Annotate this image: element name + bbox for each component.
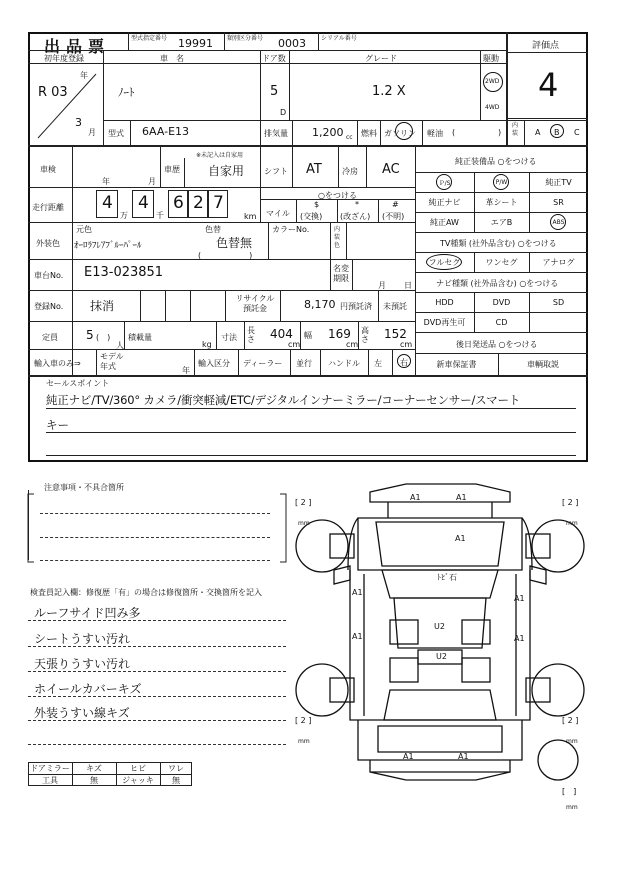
mileage-digit-4-value: 2 <box>193 193 204 213</box>
model-year-label: モデル年式 <box>100 352 124 371</box>
light-oil-label[interactable]: 軽油 <box>427 129 443 138</box>
history-label: 車歴 <box>164 165 180 174</box>
mileage-label: 走行距離 <box>32 203 64 212</box>
equip-pw[interactable]: P/W <box>495 178 508 186</box>
shaken-month-unit: 月 <box>148 177 156 186</box>
drive-2wd[interactable]: 2WD <box>485 78 500 85</box>
rating-label: 評価点 <box>532 41 560 51</box>
missing-header-scratch: キズ <box>86 763 102 773</box>
recycle-label: リサイクル預託金 <box>235 294 275 313</box>
exchanged-label[interactable]: (交換) <box>300 212 323 221</box>
missing-header-crack: ヒビ <box>130 763 146 773</box>
chassis-value: E13-023851 <box>84 265 164 280</box>
missing-header-mirror: ドアミラー <box>30 763 70 773</box>
name-change-month: 月 <box>378 281 386 290</box>
rating-value: 4 <box>538 66 559 104</box>
page-title: 出品票 <box>44 37 111 56</box>
tire-depth-front-right-unit: mm <box>566 520 578 527</box>
equip-sr[interactable]: SR <box>553 197 564 207</box>
tire-depth-rear-left: [ 2 ] <box>295 716 312 725</box>
history-value: 自家用 <box>208 164 245 178</box>
handle-left[interactable]: 左 <box>374 359 382 368</box>
tire-depth-rear-right-unit: mm <box>566 738 578 745</box>
equip-abs[interactable]: ABS <box>552 218 565 226</box>
mileage-digit-5-value: 7 <box>213 193 224 213</box>
navi-cd[interactable]: CD <box>495 317 508 327</box>
equip-navi[interactable]: 純正ナビ <box>428 197 461 207</box>
missing-header-break: ワレ <box>168 763 184 773</box>
recycle-status[interactable]: 未預託 <box>383 302 407 311</box>
chassis-label: 車台No. <box>34 271 64 280</box>
missing-tools: 工具 <box>42 775 58 785</box>
doors-value: 5 <box>270 84 279 99</box>
name-change-day: 日 <box>404 281 412 290</box>
designation-label: 型式指定番号 <box>131 35 168 42</box>
import-type-label: 輸入区分 <box>198 359 230 368</box>
note-line-2: シートうすい汚れ <box>34 632 131 646</box>
tire-depth-front-right: [ 2 ] <box>562 498 579 507</box>
notes-label: 注意事項・不具合箇所 <box>44 483 124 492</box>
first-reg-era: R 03 <box>38 85 68 100</box>
door-suffix: D <box>280 108 287 117</box>
grade-value: 1.2 X <box>372 84 406 99</box>
interior-color-label: 内装色 <box>334 226 341 249</box>
missing-jack-value: 無 <box>172 775 180 785</box>
height-label: 高さ <box>361 326 369 344</box>
note-line-1: ルーフサイド凹み多 <box>34 606 141 620</box>
genuine-header: 純正装備品 ○をつける <box>455 157 537 166</box>
tv-oneseg[interactable]: ワンセグ <box>485 257 518 267</box>
repaint-label: 色替 <box>205 225 221 234</box>
mileage-digit-2-value: 4 <box>138 193 149 213</box>
tv-header: TV種類 (社外品含む) ○をつける <box>440 239 557 248</box>
month-unit: 月 <box>88 128 96 137</box>
navi-dvd-play[interactable]: DVD再生可 <box>423 317 466 327</box>
tampered-sub[interactable]: (改ざん) <box>340 212 371 221</box>
mileage-sen-unit: 千 <box>156 211 164 220</box>
load-label: 積載量 <box>128 333 152 342</box>
model-label: 型式 <box>108 129 124 138</box>
equip-leather[interactable]: 革シート <box>485 197 518 207</box>
damage-mark-right-rear-door: A1 <box>514 634 525 643</box>
displacement-label: 排気量 <box>264 129 288 138</box>
tv-fullseg[interactable]: フルセグ <box>428 257 461 267</box>
displacement-unit: cc <box>346 134 353 141</box>
tire-depth-front-left-value: 2 <box>300 498 306 507</box>
sales-point-line1: 純正ナビ/TV/360° カメラ/衝突軽減/ETC/デジタルインナーミラー/コーナーセンサー/スマート <box>46 393 521 407</box>
tire-depth-front-left-unit: mm <box>298 520 310 527</box>
missing-tools-value: 無 <box>90 775 98 785</box>
shaken-label: 車検 <box>40 165 56 174</box>
capacity-value: 5 <box>86 328 94 342</box>
capacity-paren: ( ) <box>96 333 111 342</box>
tire-depth-rear-left-unit: mm <box>298 738 310 745</box>
navi-header: ナビ種類 (社外品含む) ○をつける <box>436 279 559 288</box>
tire-depth-front-right-value: 2 <box>567 498 573 507</box>
interior-grade-c[interactable]: C <box>574 128 580 137</box>
note-line-3: 天張りうすい汚れ <box>34 657 131 671</box>
mileage-circle-note: ○をつける <box>318 191 357 200</box>
original-color-value: ｵｰﾛﾗﾌﾚｱﾌﾞﾙｰﾊﾟｰﾙ <box>74 241 142 251</box>
length-label: 長さ <box>247 326 255 344</box>
recycle-unit: 円預託済 <box>340 302 372 311</box>
registration-value: 抹消 <box>90 299 115 313</box>
equip-ps[interactable]: Ｐ/S <box>438 179 451 187</box>
grade-label: グレード <box>365 54 397 63</box>
designation-value: 19991 <box>178 37 213 50</box>
damage-mark-left-front-door: A1 <box>352 588 363 597</box>
later-header: 後日発送品 ○をつける <box>456 340 538 349</box>
model-year-unit: 年 <box>182 366 190 375</box>
ac-value: AC <box>382 162 400 177</box>
length-unit: cm <box>288 340 301 349</box>
fuel-type[interactable]: ガソリン <box>384 129 416 138</box>
interior-label: 内装 <box>512 122 519 137</box>
sales-point-line2: キー <box>46 418 69 432</box>
note-line-4: ホイールカバーキズ <box>34 682 142 696</box>
navi-dvd[interactable]: DVD <box>492 297 511 307</box>
mileage-digit-3-value: 6 <box>173 193 184 213</box>
ac-label: 冷房 <box>342 167 358 176</box>
person-unit: 人 <box>116 341 124 350</box>
car-diagram <box>290 470 590 810</box>
width-label: 幅 <box>304 331 312 340</box>
sales-point-label: セールスポイント <box>46 379 110 388</box>
missing-jack: ジャッキ <box>122 775 154 785</box>
inspector-note: 検査員記入欄：修復歴「有」の場合は修復箇所・交換箇所を記入 <box>30 588 262 597</box>
serial-label: シリアル番号 <box>321 35 357 42</box>
tv-analog[interactable]: アナログ <box>542 257 575 267</box>
damage-mark-front-bumper-right: A1 <box>456 493 467 502</box>
equip-airbag[interactable]: エアB <box>490 217 513 227</box>
shift-label: シフト <box>264 167 288 176</box>
first-reg-label: 初年度登録 <box>44 54 84 63</box>
mile-label[interactable]: マイル <box>266 209 290 218</box>
dollar-label: $ <box>314 200 320 209</box>
damage-mark-rear-bumper-left: A1 <box>403 752 414 761</box>
tire-depth-front-left: [ 2 ] <box>295 498 312 507</box>
damage-mark-right-front-door: A1 <box>514 594 525 603</box>
tampered-label: * <box>355 200 359 209</box>
equip-tv[interactable]: 純正TV <box>545 177 572 187</box>
later-manual[interactable]: 車輌取説 <box>527 359 559 369</box>
fuel-label: 燃料 <box>361 129 377 138</box>
width-unit: cm <box>346 340 359 349</box>
load-unit: kg <box>202 340 212 349</box>
displacement-value: 1,200 <box>312 126 344 139</box>
tire-depth-rear-right: [ 2 ] <box>562 716 579 725</box>
repaint-value: 色替無 <box>216 236 253 250</box>
notes-bracket <box>26 486 288 566</box>
mileage-digit-1-value: 4 <box>102 193 113 213</box>
year-unit: 年 <box>80 71 88 80</box>
registration-label: 登録No. <box>34 302 64 311</box>
damage-mark-windshield: ﾄﾋﾞ石 <box>437 573 457 582</box>
dims-label: 寸法 <box>221 333 237 342</box>
first-reg-month: 3 <box>75 116 82 129</box>
tire-depth-spare-unit: mm <box>566 804 578 811</box>
interior-grade-b[interactable]: B <box>554 128 560 137</box>
mileage-man-unit: 万 <box>120 211 128 220</box>
damage-mark-left-rear-door: A1 <box>352 632 363 641</box>
interior-grade-a[interactable]: A <box>535 128 541 137</box>
tire-depth-rear-right-value: 2 <box>567 716 573 725</box>
height-unit: cm <box>400 340 413 349</box>
history-note: ※未記入は自家用 <box>196 152 244 159</box>
damage-mark-front-bumper-left: A1 <box>410 493 421 502</box>
repaint-paren: ( ) <box>198 251 253 260</box>
drive-label: 駆動 <box>483 54 499 63</box>
unknown-sub[interactable]: (不明) <box>382 212 405 221</box>
car-name-value: ﾉｰﾄ <box>118 86 135 99</box>
damage-mark-rear-bumper-right: A1 <box>458 752 469 761</box>
handle-right[interactable]: 右 <box>400 358 408 367</box>
original-color-label: 元色 <box>76 225 92 234</box>
import-label: 輸入車のみ⇒ <box>34 359 81 368</box>
length-value: 404 <box>270 327 293 341</box>
light-oil-paren: ( <box>452 128 456 137</box>
dealer-label[interactable]: ディーラー <box>243 359 283 368</box>
doors-label: ドア数 <box>262 54 286 63</box>
name-change-label: 名変期限 <box>333 264 349 283</box>
height-value: 152 <box>384 327 407 341</box>
parallel-label[interactable]: 並行 <box>296 359 312 368</box>
shift-value: AT <box>306 162 322 177</box>
tire-depth-spare: [ ] <box>562 787 577 796</box>
damage-mark-roof-2: U2 <box>436 652 447 661</box>
damage-mark-roof-1: U2 <box>434 622 445 631</box>
category-value: 0003 <box>278 37 306 50</box>
color-no-label: カラーNo. <box>272 225 310 234</box>
navi-sd[interactable]: SD <box>552 297 565 307</box>
capacity-label: 定員 <box>42 333 58 342</box>
mileage-km-unit: km <box>244 212 257 221</box>
shaken-year-unit: 年 <box>102 177 110 186</box>
model-value: 6AA-E13 <box>142 125 190 138</box>
note-line-5: 外装うすい線キズ <box>34 706 130 720</box>
drive-4wd[interactable]: 4WD <box>485 104 500 111</box>
equip-aw[interactable]: 純正AW <box>430 217 459 227</box>
tire-depth-rear-left-value: 2 <box>300 716 306 725</box>
later-warranty[interactable]: 新車保証書 <box>436 359 477 369</box>
width-value: 169 <box>328 327 351 341</box>
unknown-label: # <box>392 200 399 209</box>
recycle-value: 8,170 <box>304 298 336 311</box>
car-name-label: 車 名 <box>160 54 184 63</box>
color-label: 外装色 <box>36 239 60 248</box>
light-oil-paren-close: ) <box>498 128 502 137</box>
navi-hdd[interactable]: HDD <box>435 297 454 307</box>
damage-mark-hood: A1 <box>455 534 466 543</box>
handle-label: ハンドル <box>328 359 360 368</box>
category-label: 類別区分番号 <box>227 35 264 42</box>
